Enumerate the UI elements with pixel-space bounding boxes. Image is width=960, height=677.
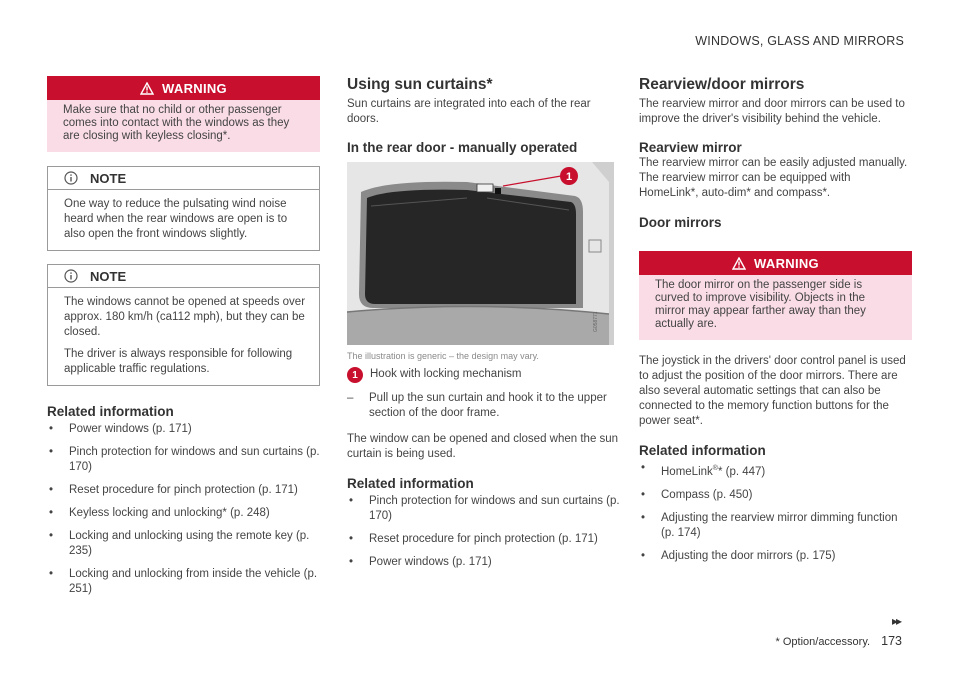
warning-icon — [140, 82, 154, 95]
option-footnote: * Option/accessory. — [775, 636, 871, 648]
related-heading: Related information — [47, 404, 174, 419]
note-paragraph: The windows cannot be opened at speeds over approx. 180 km/h (ca112 mph), but they can be closed. — [64, 296, 306, 338]
svg-text:1: 1 — [565, 171, 573, 183]
page-footer — [776, 634, 902, 648]
related-link[interactable]: • Reset procedure for pinch protection (p. 171) — [347, 532, 620, 547]
column-1 — [47, 76, 320, 605]
callout-number: 1 — [347, 367, 363, 383]
body-text: The rearview mirror can be easily adjusted manually. The rearview mirror can be equipped with HomeLink*, auto-dim* and compass*. — [639, 157, 908, 199]
warning-icon — [732, 257, 746, 270]
callout-legend — [347, 367, 620, 383]
note-paragraph: One way to reduce the pulsating wind noise heard when the rear windows are open is to also open the front windows slightly. — [64, 198, 288, 240]
related-link[interactable]: • Locking and unlocking from inside the vehicle (p. 251) — [47, 567, 320, 597]
note-label: NOTE — [90, 268, 127, 284]
sun-curtain-illustration — [347, 162, 614, 345]
note-box — [47, 264, 320, 386]
page-number: 173 — [881, 634, 902, 648]
related-link[interactable]: • Adjusting the door mirrors (p. 175) — [639, 549, 912, 564]
intro-text: Sun curtains are integrated into each of the rear doors. — [347, 98, 591, 125]
instruction-step — [347, 391, 620, 421]
callout-text: Hook with locking mechanism — [370, 368, 522, 380]
note-header — [48, 265, 319, 288]
related-heading: Related information — [347, 476, 474, 491]
body-text: The window can be opened and closed when the sun curtain is being used. — [347, 433, 619, 460]
column-3 — [639, 76, 912, 572]
related-link[interactable]: • HomeLink®* (p. 447) — [639, 461, 912, 480]
related-link[interactable]: • Reset procedure for pinch protection (p. 171) — [47, 483, 320, 498]
related-link[interactable]: • Power windows (p. 171) — [347, 555, 620, 570]
section-heading: Using sun curtains* — [347, 76, 493, 93]
note-text — [48, 190, 319, 250]
step-dash: – — [347, 392, 354, 404]
related-list — [47, 422, 320, 597]
related-link[interactable]: • Compass (p. 450) — [639, 488, 912, 503]
subheading: In the rear door - manually operated — [347, 140, 578, 155]
subheading: Door mirrors — [639, 215, 722, 230]
note-label: NOTE — [90, 170, 127, 186]
body-text: The joystick in the drivers' door control panel is used to adjust the position of the door mirrors. There are also several automatic settings that can also be connected to the memory function buttons for the power seat*. — [639, 355, 906, 427]
subheading: Rearview mirror — [639, 140, 742, 155]
related-link[interactable]: • Pinch protection for windows and sun curtains (p. 170) — [47, 445, 320, 475]
section-heading: Rearview/door mirrors — [639, 76, 805, 93]
door-window-drawing — [347, 162, 614, 345]
note-box — [47, 166, 320, 251]
warning-box — [47, 76, 320, 152]
related-link[interactable]: • Power windows (p. 171) — [47, 422, 320, 437]
warning-header — [639, 251, 912, 275]
related-link[interactable]: • Pinch protection for windows and sun curtains (p. 170) — [347, 494, 620, 524]
related-list — [639, 461, 912, 564]
column-2 — [347, 76, 620, 578]
info-icon — [64, 269, 78, 283]
info-icon — [64, 171, 78, 185]
note-paragraph: The driver is always responsible for following applicable traffic regulations. — [64, 348, 293, 375]
related-heading: Related information — [639, 443, 766, 458]
note-text — [48, 288, 319, 385]
related-link[interactable]: • Locking and unlocking using the remote key (p. 235) — [47, 529, 320, 559]
warning-label: WARNING — [162, 80, 227, 96]
warning-text: The door mirror on the passenger side is curved to improve visibility. Objects in the mirror may appear farther away than they actually are. — [639, 275, 912, 340]
related-link[interactable]: • Keyless locking and unlocking* (p. 248) — [47, 506, 320, 521]
svg-text:G058771: G058771 — [593, 311, 599, 332]
warning-header — [47, 76, 320, 100]
intro-text: The rearview mirror and door mirrors can be used to improve the driver's visibility behind the vehicle. — [639, 98, 905, 125]
step-text: Pull up the sun curtain and hook it to the upper section of the door frame. — [369, 392, 607, 419]
warning-box — [639, 251, 912, 340]
note-header — [48, 167, 319, 190]
figure-caption: The illustration is generic – the design may vary. — [347, 351, 539, 361]
related-link[interactable]: • Adjusting the rearview mirror dimming function (p. 174) — [639, 511, 912, 541]
warning-label: WARNING — [754, 255, 819, 271]
section-title: WINDOWS, GLASS AND MIRRORS — [695, 34, 904, 48]
related-list — [347, 494, 620, 570]
next-page-arrows-icon[interactable]: ▸▸ — [891, 614, 900, 628]
warning-text: Make sure that no child or other passenger comes into contact with the windows as they are closing with keyless closing*. — [47, 100, 320, 152]
